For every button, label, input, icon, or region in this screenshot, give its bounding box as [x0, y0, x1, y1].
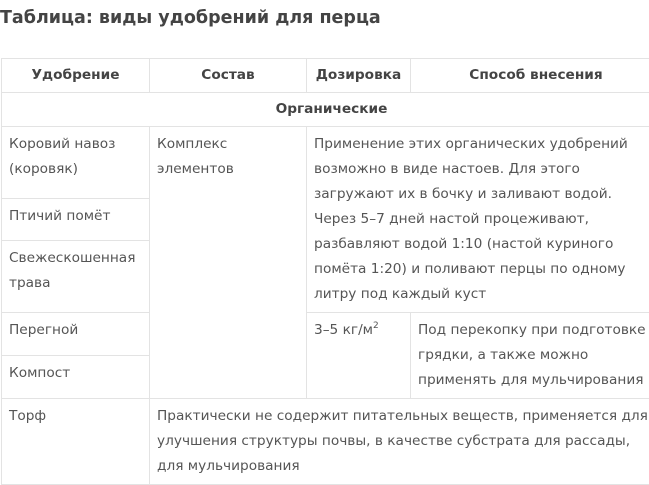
- row-droppings: Птичий помёт: [2, 198, 150, 240]
- table-header-row: [2, 59, 649, 93]
- cell-humus-method: Под перекопку при подготовке грядки, а также можно применять для мульчирования: [411, 313, 649, 399]
- header-composition: Состав: [150, 59, 307, 93]
- header-dosage: Дозировка: [307, 59, 411, 93]
- cell-composition: Комплекс элементов: [150, 127, 307, 399]
- section-organic: Органические: [2, 93, 649, 127]
- table-row: [2, 313, 649, 356]
- header-method: Способ внесения: [411, 59, 649, 93]
- header-fertilizer: Удобрение: [2, 59, 150, 93]
- page-title: Таблица: виды удобрений для перца: [0, 8, 381, 28]
- row-grass: Свежескошенная трава: [2, 241, 150, 313]
- row-humus: Перегной: [2, 313, 150, 356]
- row-compost: Компост: [2, 356, 150, 399]
- row-manure: Коровий навоз (коровяк): [2, 127, 150, 199]
- fertilizer-table: [1, 58, 649, 485]
- cell-peat-description: Практически не содержит питательных веществ, применяется для улучшения структуры почвы, в качестве субстрата для рассады, для мульчирования: [150, 399, 649, 485]
- cell-infusion-method: Применение этих органических удобрений возможно в виде настоев. Для этого загружают их в бочку и заливают водой. Через 5–7 дней настой процеживают, разбавляют водой 1:10 (настой куриного помёта 1:20) и поливают перцы по одному литру под каждый куст: [307, 127, 649, 313]
- table-row: [2, 127, 649, 199]
- cell-humus-dosage: [307, 313, 411, 399]
- dosage-superscript: 2: [373, 321, 379, 331]
- table-row: [2, 399, 649, 485]
- dosage-value: 3–5 кг/м: [314, 322, 373, 338]
- section-row: [2, 93, 649, 127]
- row-peat: Торф: [2, 399, 150, 485]
